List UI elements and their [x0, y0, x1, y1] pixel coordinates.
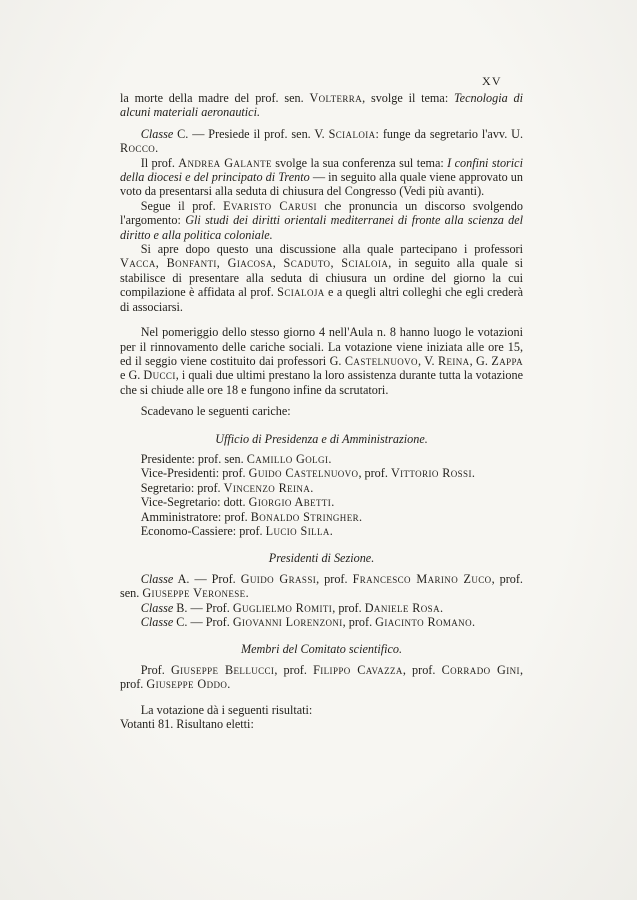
- paragraph: [120, 325, 523, 397]
- person-name: Rocco: [120, 141, 156, 156]
- section-heading: [120, 432, 523, 446]
- text-run: , prof.: [332, 600, 365, 615]
- text-run: , prof.: [342, 615, 376, 629]
- text-run: , svolge il tema:: [362, 91, 454, 105]
- person-name: Vittorio Rossi: [390, 466, 472, 481]
- text-run: Nel pomeriggio dello stesso giorno 4 nell'Aula n. 8 hanno luogo le votazioni per il rinnovamento delle cariche sociali. La votazione viene iniziata alle ore 15, ed il seggio viene costituito dai professori G.: [120, 325, 523, 368]
- text-run: .: [328, 451, 332, 466]
- person-name: Giacinto Romano: [375, 615, 472, 629]
- italic-text: Membri del Comitato scientifico.: [240, 642, 403, 657]
- text-run: .: [471, 466, 475, 481]
- list-line: [120, 510, 523, 524]
- paragraph: [120, 91, 523, 120]
- person-name: Guido Grassi: [240, 571, 317, 586]
- text-run: svolge la sua conferenza sul tema:: [271, 155, 448, 170]
- person-name: Vincenzo Reina: [223, 480, 311, 495]
- text-run: , G.: [469, 353, 492, 368]
- person-name: Francesco Marino Zuco: [352, 571, 492, 586]
- text-run: che pronuncia un discorso svolgendo l'argomento:: [120, 198, 523, 228]
- text-run: , prof.: [402, 662, 442, 677]
- text-run: — in seguito alla quale viene approvato un voto da presentarsi alla seduta di chiusura del Congresso (Vedi più avanti).: [120, 170, 523, 199]
- text-run: , i quali due ultimi prestano la loro assistenza durante tutta la votazione che si chiude alle ore 18 e fungono infine da scrutatori.: [120, 368, 523, 397]
- list-line: [120, 404, 523, 418]
- person-name: Vacca, Bonfanti, Giacosa, Scaduto, Scialoia: [120, 256, 389, 271]
- italic-text: Gli studi dei diritti orientali mediterranei di fronte alla scienza del diritto e alla politica coloniale.: [120, 213, 524, 242]
- paragraph: [120, 663, 523, 692]
- text-run: , prof. sen.: [120, 571, 523, 601]
- text-run: .: [471, 615, 476, 629]
- person-name: Evaristo Carusi: [223, 198, 317, 213]
- text-run: Scadevano le seguenti cariche:: [140, 404, 291, 419]
- paragraph: [120, 572, 523, 601]
- text-run: Vice-Segretario: dott.: [140, 495, 249, 510]
- person-name: Giorgio Abetti: [248, 495, 332, 510]
- text-run: Vice-Presidenti: prof.: [140, 466, 249, 481]
- list-line: [120, 524, 523, 538]
- person-name: Guglielmo Romiti: [232, 600, 333, 615]
- list-line: [120, 717, 523, 731]
- text-run: , prof.: [274, 662, 314, 677]
- text-run: , V.: [417, 353, 438, 368]
- person-name: Bonaldo Stringher: [250, 509, 359, 524]
- italic-text: I confini storici della diocesi e del principato di Trento: [120, 155, 523, 185]
- italic-text: Presidenti di Sezione.: [268, 551, 375, 566]
- list-line: [120, 703, 523, 717]
- text-run: B. — Prof.: [173, 600, 233, 615]
- text-run: , prof.: [120, 662, 523, 692]
- person-name: Giovanni Lorenzoni: [232, 615, 343, 629]
- text-run: : funge da segretario l'avv. U.: [375, 126, 524, 141]
- list-line: [120, 481, 523, 495]
- text-run: C. — Prof.: [173, 615, 233, 629]
- text-run: A. — Prof.: [173, 571, 241, 586]
- italic-text: Classe: [140, 615, 174, 629]
- text-run: Segretario: prof.: [140, 480, 224, 495]
- person-name: Ducci: [143, 368, 176, 383]
- person-name: Giuseppe Veronese: [142, 586, 246, 601]
- person-name: Volterra: [309, 91, 363, 105]
- text-run: Votanti 81. Risultano eletti:: [120, 717, 254, 732]
- person-name: Scialoja: [277, 285, 325, 300]
- person-name: Zappa: [491, 353, 523, 368]
- text-run: La votazione dà i seguenti risultati:: [140, 702, 313, 717]
- page-number: XV: [482, 74, 502, 88]
- text-run: .: [440, 600, 444, 615]
- text-run: , prof.: [358, 466, 391, 481]
- text-run: .: [359, 509, 363, 524]
- person-name: Lucio Silla: [265, 523, 330, 538]
- list-line: [120, 466, 523, 480]
- italic-text: Ufficio di Presidenza e di Amministrazione.: [215, 431, 428, 446]
- text-run: e G.: [120, 368, 144, 383]
- text-run: Amministratore: prof.: [140, 509, 251, 524]
- text-run: Segue il prof.: [140, 198, 224, 213]
- person-name: Reina: [437, 353, 470, 368]
- text-run: , prof.: [316, 571, 353, 586]
- text-run: , in seguito alla quale si stabilisce di presentare alla seduta di chiusura un ordine del giorno la cui compilazione è affidata al prof.: [120, 256, 523, 300]
- text-run: Prof.: [140, 662, 171, 677]
- text-run: .: [331, 495, 335, 510]
- person-name: Castelnuovo: [344, 353, 418, 368]
- person-name: Camillo Golgi: [246, 451, 329, 466]
- text-run: la morte della madre del prof. sen.: [120, 91, 310, 105]
- text-run: .: [310, 480, 314, 495]
- person-name: Giuseppe Bellucci: [170, 662, 275, 677]
- text-run: .: [329, 523, 333, 538]
- person-name: Guido Castelnuovo: [248, 466, 359, 481]
- text-run: .: [227, 677, 231, 692]
- paragraph: [120, 156, 523, 199]
- list-line: [120, 495, 523, 509]
- person-name: Scialoia: [328, 126, 376, 141]
- text-run: Presidente: prof. sen.: [140, 451, 247, 466]
- italic-text: Classe: [140, 126, 174, 141]
- paragraph: [120, 127, 523, 156]
- person-name: Andrea Galante: [178, 155, 272, 170]
- person-name: Daniele Rosa: [364, 600, 440, 615]
- italic-text: Classe: [140, 571, 174, 586]
- paragraph: [120, 615, 523, 629]
- paragraph: [120, 199, 523, 242]
- text-run: .: [155, 141, 159, 156]
- section-heading: [120, 642, 523, 656]
- page-content: [120, 91, 523, 731]
- text-run: Economo-Cassiere: prof.: [140, 523, 266, 538]
- text-run: e a quegli altri colleghi che egli crederà di associarsi.: [120, 285, 524, 314]
- section-heading: [120, 551, 523, 565]
- person-name: Filippo Cavazza: [313, 662, 403, 677]
- text-run: .: [245, 586, 249, 601]
- person-name: Giuseppe Oddo: [146, 677, 228, 692]
- person-name: Corrado Gini: [441, 662, 520, 677]
- list-line: [120, 452, 523, 466]
- text-run: C. — Presiede il prof. sen. V.: [173, 126, 329, 141]
- text-run: Il prof.: [140, 155, 179, 170]
- italic-text: Classe: [140, 600, 174, 615]
- paragraph: [120, 601, 523, 615]
- italic-text: Tecnologia di alcuni materiali aeronautici.: [120, 91, 523, 120]
- text-run: Si apre dopo questo una discussione alla quale partecipano i professori: [140, 242, 523, 257]
- paragraph: [120, 242, 523, 314]
